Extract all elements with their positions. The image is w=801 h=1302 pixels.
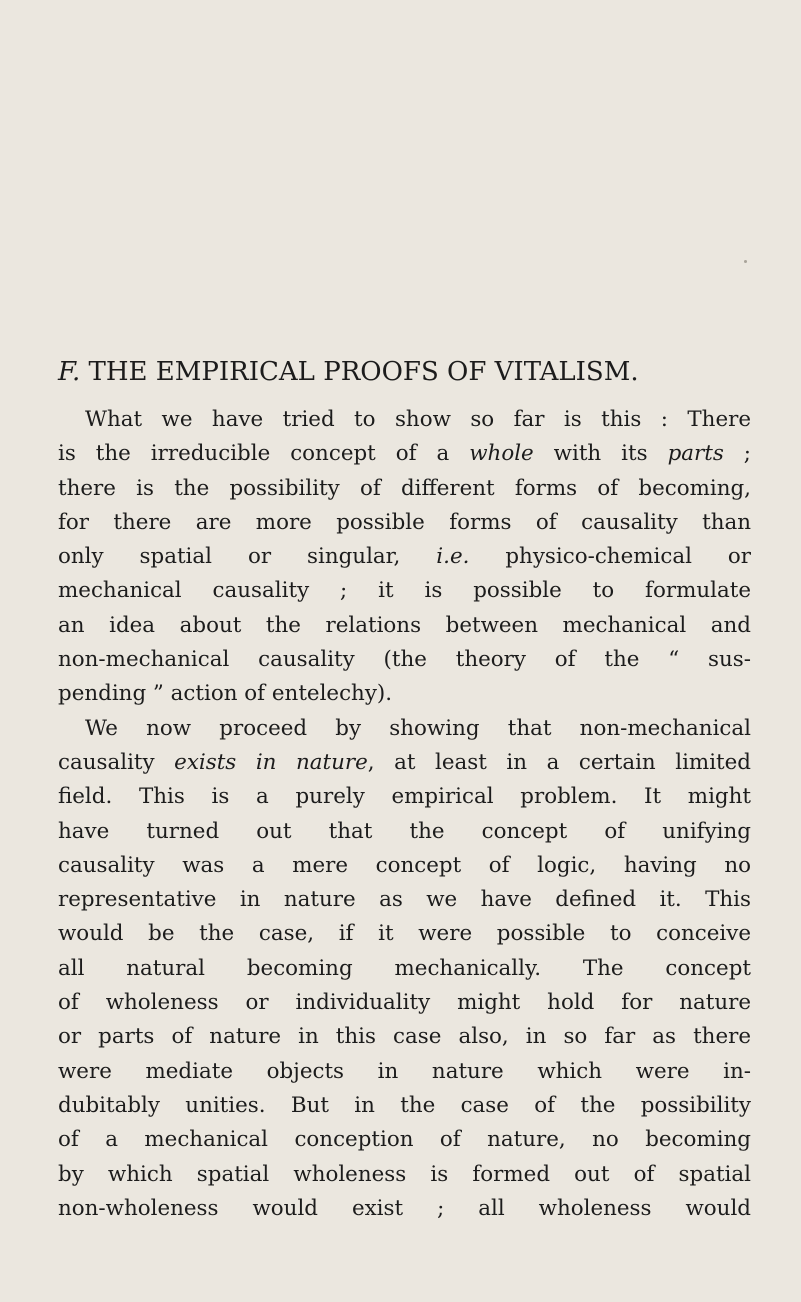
text-run: ;	[723, 441, 751, 467]
text-line: were mediate objects in nature which were in-	[58, 1058, 751, 1084]
text-line: non-wholeness would exist ; all wholeness would	[58, 1195, 751, 1221]
text-line: causality was a mere concept of logic, having no	[58, 852, 751, 878]
text-run: causality	[58, 749, 175, 775]
text-run: only spatial or singular,	[58, 544, 437, 570]
italic-text: exists in nature	[174, 749, 368, 775]
italic-text: parts	[667, 441, 724, 467]
text-line: of wholeness or individuality might hold for nature	[58, 990, 751, 1016]
text-line: representative in nature as we have defined it. This	[58, 887, 751, 913]
text-line: there is the possibility of different forms of becoming,	[58, 475, 751, 501]
text-run: with its	[533, 441, 668, 467]
text-line: pending ” action of entelechy).	[58, 681, 393, 707]
text-line: by which spatial wholeness is formed out of spatial	[58, 1161, 751, 1187]
text-run: physico-chemical or	[469, 544, 751, 570]
italic-text: whole	[469, 441, 534, 467]
page-speck	[744, 260, 747, 263]
text-line: field. This is a purely empirical problem. It might	[58, 784, 751, 810]
text-line: What we have tried to show so far is this : There	[85, 407, 751, 432]
italic-text: i.e.	[436, 544, 470, 570]
text-line	[58, 540, 751, 574]
text-line: for there are more possible forms of causality than	[58, 509, 751, 535]
text-line: mechanical causality ; it is possible to formulate	[58, 578, 751, 604]
text-line: would be the case, if it were possible to conceive	[58, 921, 751, 947]
text-run: , at least in a certain limited	[367, 749, 751, 775]
text-line: or parts of nature in this case also, in so far as there	[58, 1024, 751, 1050]
text-line	[58, 437, 751, 471]
body-text	[58, 403, 751, 1226]
text-line: of a mechanical conception of nature, no becoming	[58, 1127, 751, 1153]
section-letter: F.	[58, 357, 81, 387]
text-line: dubitably unities. But in the case of the possibility	[58, 1092, 751, 1118]
text-line: an idea about the relations between mechanical and	[58, 612, 751, 638]
text-line: all natural becoming mechanically. The concept	[58, 955, 751, 981]
text-line: non-mechanical causality (the theory of the “ sus-	[58, 647, 751, 673]
section-heading	[58, 356, 758, 388]
section-title: THE EMPIRICAL PROOFS OF VITALISM.	[88, 357, 639, 387]
text-line: have turned out that the concept of unifying	[58, 818, 751, 844]
text-run: is the irreducible concept of a	[58, 441, 470, 467]
text-line	[58, 746, 751, 780]
text-line: We now proceed by showing that non-mechanical	[85, 715, 751, 741]
